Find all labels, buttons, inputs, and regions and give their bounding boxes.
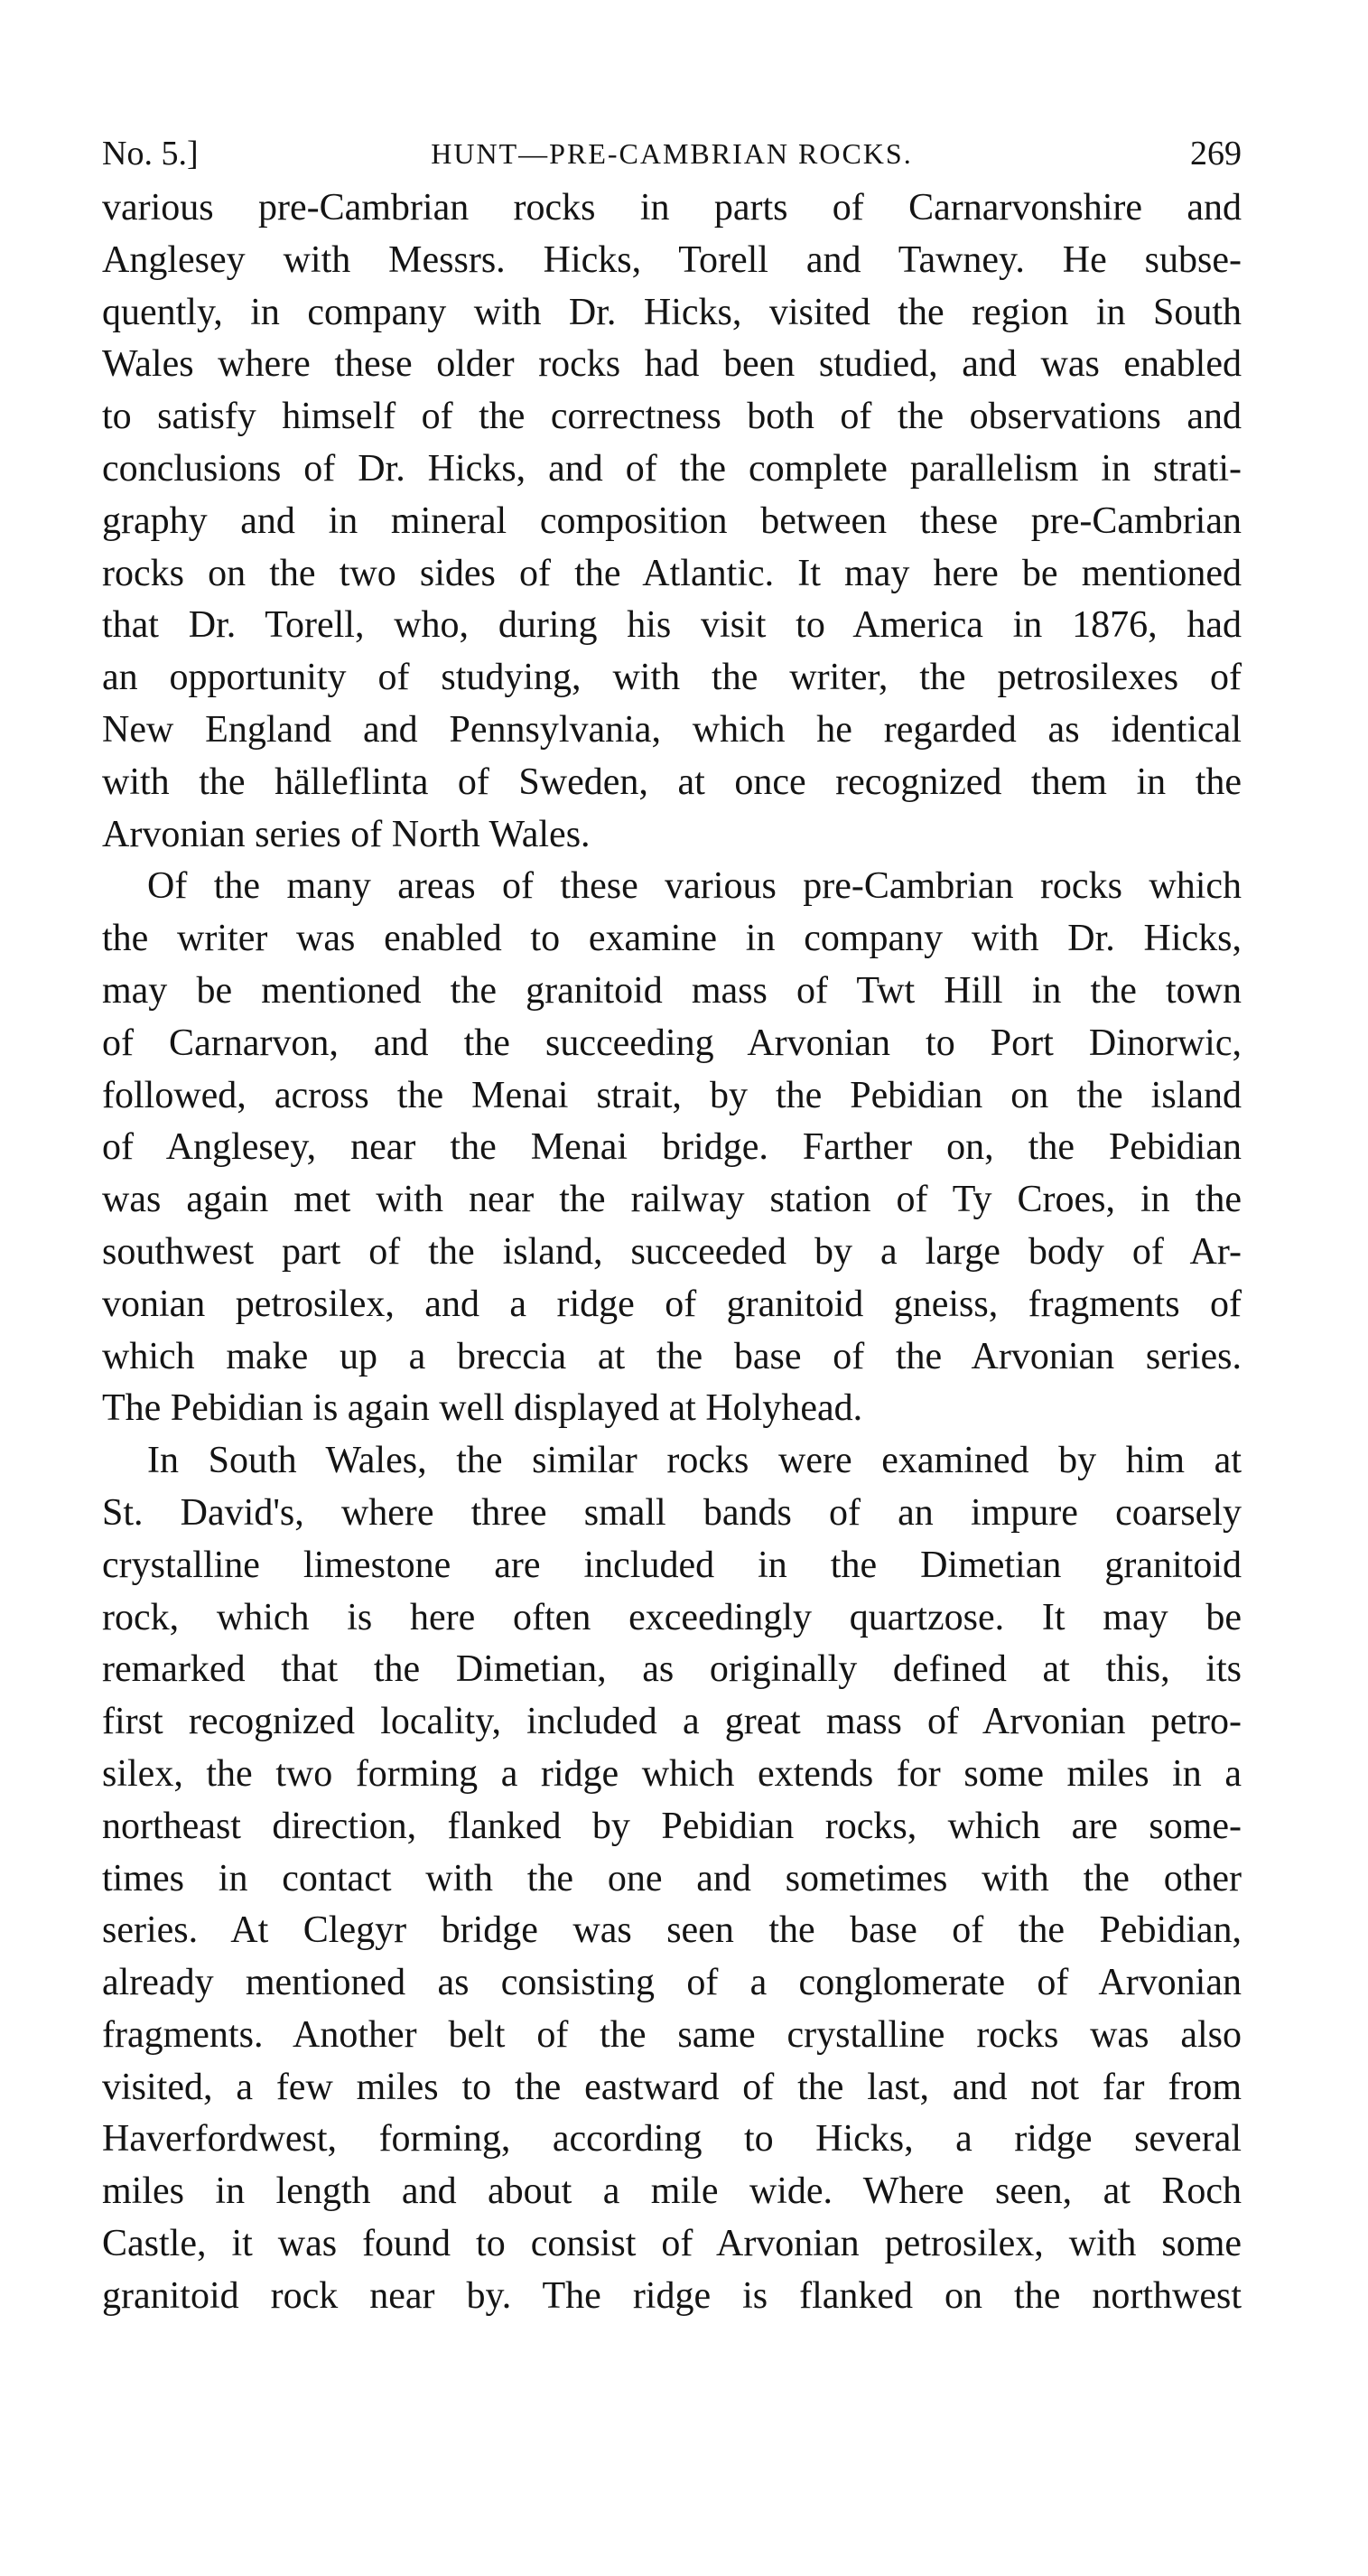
text-line: Arvonian series of North Wales.: [102, 813, 591, 855]
text-line: The Pebidian is again well displayed at Holyhead.: [102, 1387, 863, 1430]
text-line: crystalline limestone are included in the Dimetian granitoid: [102, 1544, 1242, 1586]
running-head: [102, 126, 1242, 181]
text-line: the writer was enabled to examine in company with Dr. Hicks,: [102, 918, 1242, 960]
text-line: Haverfordwest, forming, according to Hicks, a ridge several: [102, 2118, 1242, 2161]
text-line: fragments. Another belt of the same crystalline rocks was also: [102, 2013, 1242, 2056]
text-line: various pre-Cambrian rocks in parts of Carnarvonshire and: [102, 187, 1242, 229]
text-line: already mentioned as consisting of a conglomerate of Arvonian: [102, 1962, 1242, 2004]
text-line: remarked that the Dimetian, as originally defined at this, its: [102, 1648, 1242, 1691]
text-line: series. At Clegyr bridge was seen the base of the Pebidian,: [102, 1909, 1242, 1952]
text-line: an opportunity of studying, with the writer, the petrosilexes of: [102, 657, 1242, 699]
text-line: with the hälleflinta of Sweden, at once recognized them in the: [102, 761, 1242, 803]
text-line: Of the many areas of these various pre-Cambrian rocks which: [147, 865, 1242, 908]
text-line: of Anglesey, near the Menai bridge. Farther on, the Pebidian: [102, 1126, 1242, 1169]
body-text: [102, 182, 1242, 2323]
text-line: rock, which is here often exceedingly quartzose. It may be: [102, 1596, 1242, 1638]
text-line: Wales where these older rocks had been studied, and was enabled: [102, 343, 1242, 386]
paragraph-2: [102, 861, 1242, 1435]
paragraph-3: [102, 1435, 1242, 2323]
issue-number: No. 5.]: [102, 135, 199, 173]
text-line: to satisfy himself of the correctness both of the observations and: [102, 396, 1242, 438]
text-line: silex, the two forming a ridge which extends for some miles in a: [102, 1752, 1242, 1795]
paragraph-1: [102, 182, 1242, 861]
text-line: Anglesey with Messrs. Hicks, Torell and Tawney. He subse-: [102, 238, 1242, 281]
text-line: miles in length and about a mile wide. Where seen, at Roch: [102, 2170, 1242, 2213]
text-line: New England and Pennsylvania, which he regarded as identical: [102, 708, 1242, 751]
text-line: conclusions of Dr. Hicks, and of the complete parallelism in strati-: [102, 447, 1242, 490]
text-line: may be mentioned the granitoid mass of Twt Hill in the town: [102, 969, 1242, 1012]
text-line: southwest part of the island, succeeded by a large body of Ar-: [102, 1230, 1242, 1273]
text-line: which make up a breccia at the base of the Arvonian series.: [102, 1335, 1242, 1377]
text-line: of Carnarvon, and the succeeding Arvonian to Port Dinorwic,: [102, 1022, 1242, 1064]
text-line: granitoid rock near by. The ridge is flanked on the northwest: [102, 2274, 1242, 2317]
running-title: HUNT—PRE-CAMBRIAN ROCKS.: [431, 137, 913, 170]
text-line: first recognized locality, included a great mass of Arvonian petro-: [102, 1701, 1242, 1743]
text-line: northeast direction, flanked by Pebidian rocks, which are some-: [102, 1805, 1242, 1847]
text-line: followed, across the Menai strait, by the Pebidian on the island: [102, 1074, 1242, 1116]
text-line: rocks on the two sides of the Atlantic. It may here be mentioned: [102, 552, 1242, 594]
page-number: 269: [1190, 135, 1242, 173]
text-line: In South Wales, the similar rocks were examined by him at: [147, 1440, 1242, 1482]
text-line: vonian petrosilex, and a ridge of granitoid gneiss, fragments of: [102, 1283, 1242, 1325]
text-line: was again met with near the railway station of Ty Croes, in the: [102, 1179, 1242, 1221]
text-line: visited, a few miles to the eastward of the last, and not far from: [102, 2066, 1242, 2108]
text-line: St. David's, where three small bands of an impure coarsely: [102, 1491, 1242, 1534]
text-line: that Dr. Torell, who, during his visit to America in 1876, had: [102, 604, 1242, 647]
text-line: graphy and in mineral composition between these pre-Cambrian: [102, 499, 1242, 542]
book-page: [102, 126, 1242, 2323]
text-line: Castle, it was found to consist of Arvonian petrosilex, with some: [102, 2223, 1242, 2265]
text-line: quently, in company with Dr. Hicks, visited the region in South: [102, 291, 1242, 333]
text-line: times in contact with the one and sometimes with the other: [102, 1857, 1242, 1899]
